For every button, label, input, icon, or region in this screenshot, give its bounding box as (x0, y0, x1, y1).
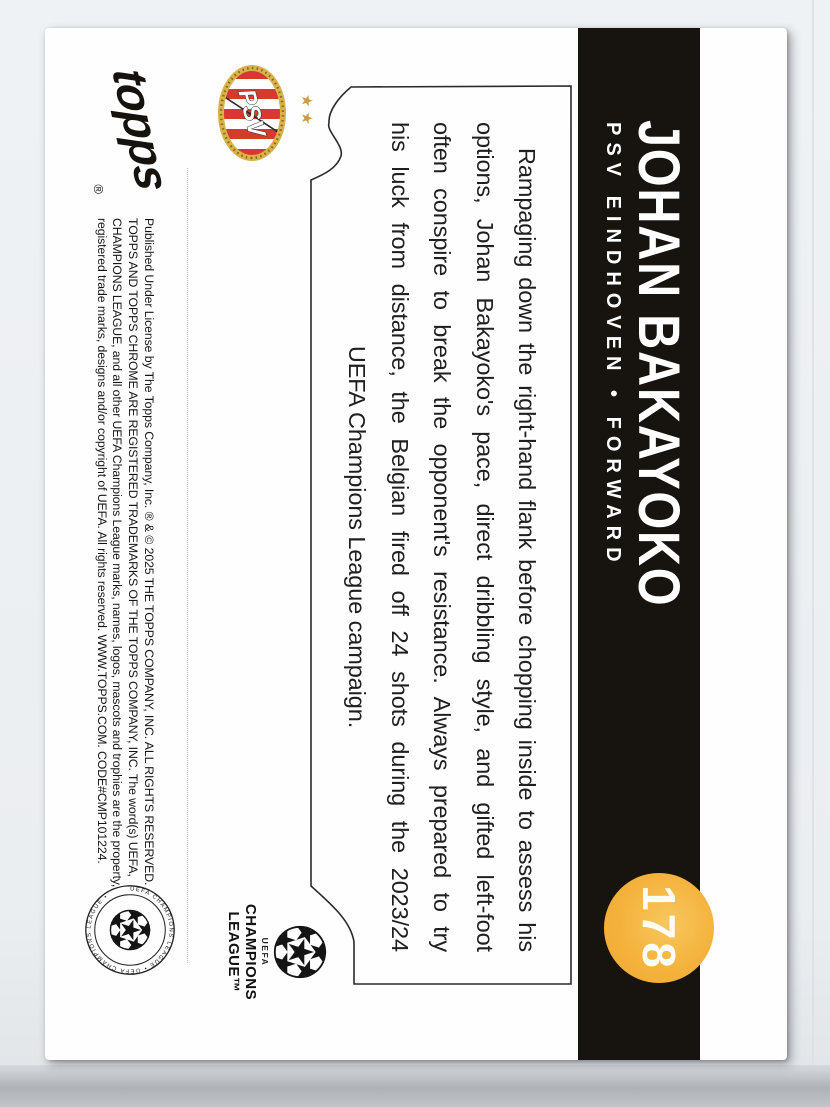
player-name: JOHAN BAKAYOKO (626, 120, 691, 608)
copyright-line: TOPPS AND TOPPS CHROME ARE REGISTERED TRADEMARKS OF THE TOPPS COMPANY, INC. The word(s) UEFA, (126, 218, 141, 877)
description-line: UEFA Champions League campaign. (344, 345, 371, 729)
description-line: his luck from distance, the Belgian fired off 24 shots during the 2023/24 (386, 122, 413, 952)
card-number: 178 (633, 885, 685, 971)
psv-stars-icon: ★★ (298, 94, 315, 129)
team-position-label: PSV EINDHOVEN • FORWARD (602, 122, 624, 569)
uefa-label: UEFA (260, 937, 270, 967)
copyright-text (93, 218, 156, 887)
champions-label: CHAMPIONS (242, 903, 259, 1001)
psv-crest-icon (213, 62, 291, 164)
uefa-starball-icon (271, 923, 329, 981)
registered-trademark-icon: ® (91, 184, 106, 194)
player-description (336, 122, 548, 952)
league-label: LEAGUE™ (225, 911, 242, 993)
ucl-roundel-seal-icon (83, 883, 177, 977)
ucl-logo-lockup (225, 881, 329, 1023)
description-line: options, Johan Bakayoko's pace, direct dribbling style, and gifted left-foot (471, 122, 498, 952)
copyright-line: Published Under License by The Topps Company, Inc. ® & © 2025 THE TOPPS COMPANY, INC. ALL RIGHTS RESERVED. (142, 218, 156, 886)
psv-label: PSV (232, 86, 271, 140)
background-crease (812, 0, 814, 1067)
background-table-edge (0, 1065, 830, 1107)
copyright-line: CHAMPIONS LEAGUE, and all other UEFA Champions League marks, names, logos, mascots and trophies are the property, (110, 218, 125, 888)
copyright-line: registered trade marks, designs and/or copyright of UEFA. All rights reserved. WWW.TOPPS.COM. CODE#CMP101224. (94, 218, 109, 864)
description-line: Rampaging down the right-hand flank before chopping inside to assess his (514, 148, 540, 952)
topps-wordmark: topps (101, 68, 182, 191)
topps-logo (85, 68, 182, 200)
legal-divider-dotted-line (187, 168, 188, 963)
description-line: often conspire to break the opponent's resistance. Always prepared to try (429, 122, 456, 952)
roundel-text: UEFA CHAMPIONS LEAGUE • UEFA CHAMPIONS LEAGUE • (86, 886, 174, 974)
trading-card-back (45, 28, 787, 1060)
